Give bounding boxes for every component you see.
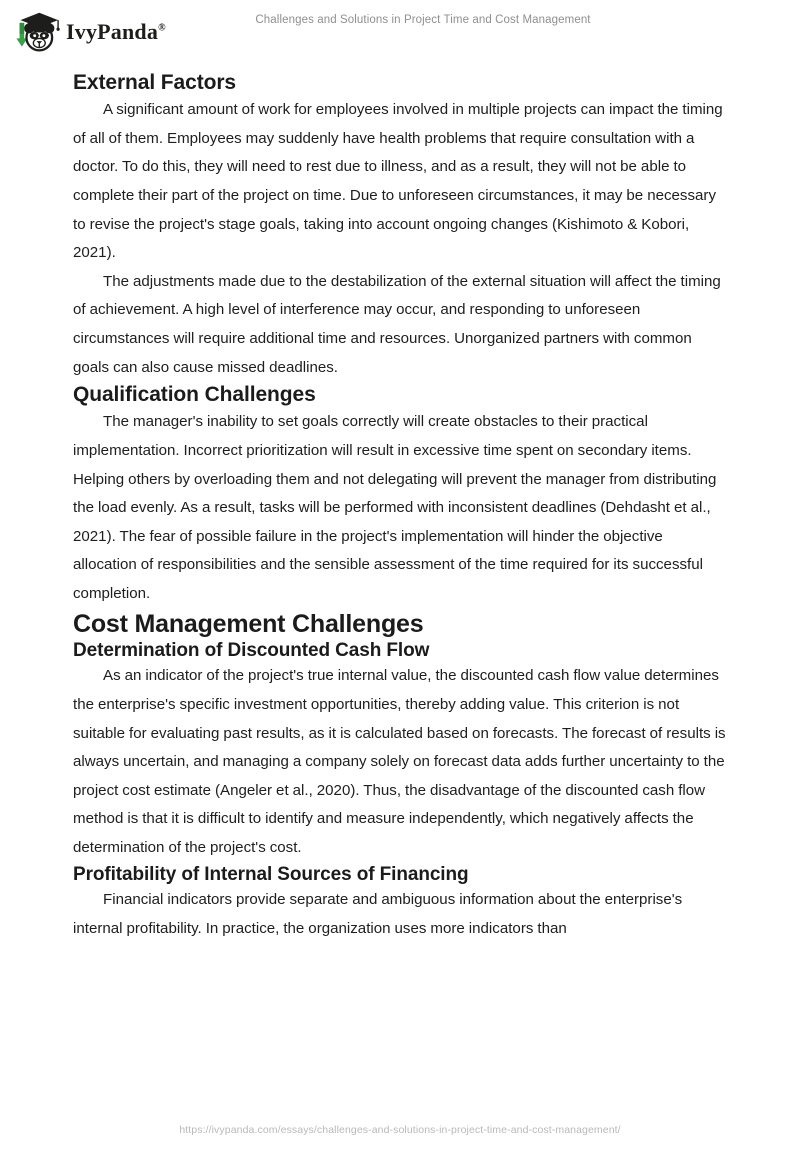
heading-cost-management-challenges: Cost Management Challenges	[73, 609, 424, 638]
paragraph: The manager's inability to set goals correctly will create obstacles to their practical implementation. Incorrect prioritization will result in excessive time spent on secondary items. Helping others by overloading them and not delegating will prevent the manager from distributing the load evenly. As a result, tasks will be performed with inconsistent deadlines (Dehdasht et al., 2021). The fear of possible failure in the project's implementation will hinder the objective allocation of responsibilities and the sensible assessment of the time required for its successful completion.	[73, 413, 717, 602]
document-title: Challenges and Solutions in Project Time and Cost Management	[255, 14, 591, 26]
paragraph: The adjustments made due to the destabilization of the external situation will affect the timing of achievement. A high level of interference may occur, and responding to unforeseen circumstances will require additional time and resources. Unorganized partners with common goals can also cause missed deadlines.	[73, 272, 721, 376]
paragraph: As an indicator of the project's true internal value, the discounted cash flow value determines the enterprise's specific investment opportunities, thereby adding value. This criterion is not suitable for evaluating past results, as it is calculated based on forecasts. The forecast of results is always uncertain, and managing a company solely on forecast data adds further uncertainty to the project cost estimate (Angeler et al., 2020). Thus, the disadvantage of the discounted cash flow method is that it is difficult to identify and measure independently, which negatively affects the determination of the project's cost.	[73, 667, 726, 856]
heading-profitability-internal-sources-financing: Profitability of Internal Sources of Financing	[73, 863, 469, 885]
page-header	[0, 0, 800, 62]
heading-external-factors: External Factors	[73, 71, 236, 94]
heading-qualification-challenges: Qualification Challenges	[73, 383, 316, 407]
paragraph: A significant amount of work for employees involved in multiple projects can impact the timing of all of them. Employees may suddenly have health problems that require consultation with a doctor. To do this, they will need to rest due to illness, and as a result, they will not be able to complete their part of the project on time. Due to unforeseen circumstances, it may be necessary to revise the project's stage goals, taking into account ongoing changes (Kishimoto & Kobori, 2021).	[73, 101, 723, 262]
registered-mark: ®	[158, 22, 166, 34]
paragraph: Financial indicators provide separate and ambiguous information about the enterprise's internal profitability. In practice, the organization uses more indicators than	[73, 891, 683, 937]
document-body	[73, 70, 728, 943]
footer-source-url[interactable]: https://ivypanda.com/essays/challenges-and-solutions-in-project-time-and-cost-management/	[179, 1124, 621, 1136]
brand-name-text: IvyPanda	[66, 19, 159, 44]
heading-determination-discounted-cash-flow: Determination of Discounted Cash Flow	[73, 639, 430, 661]
page-footer	[0, 1120, 800, 1138]
